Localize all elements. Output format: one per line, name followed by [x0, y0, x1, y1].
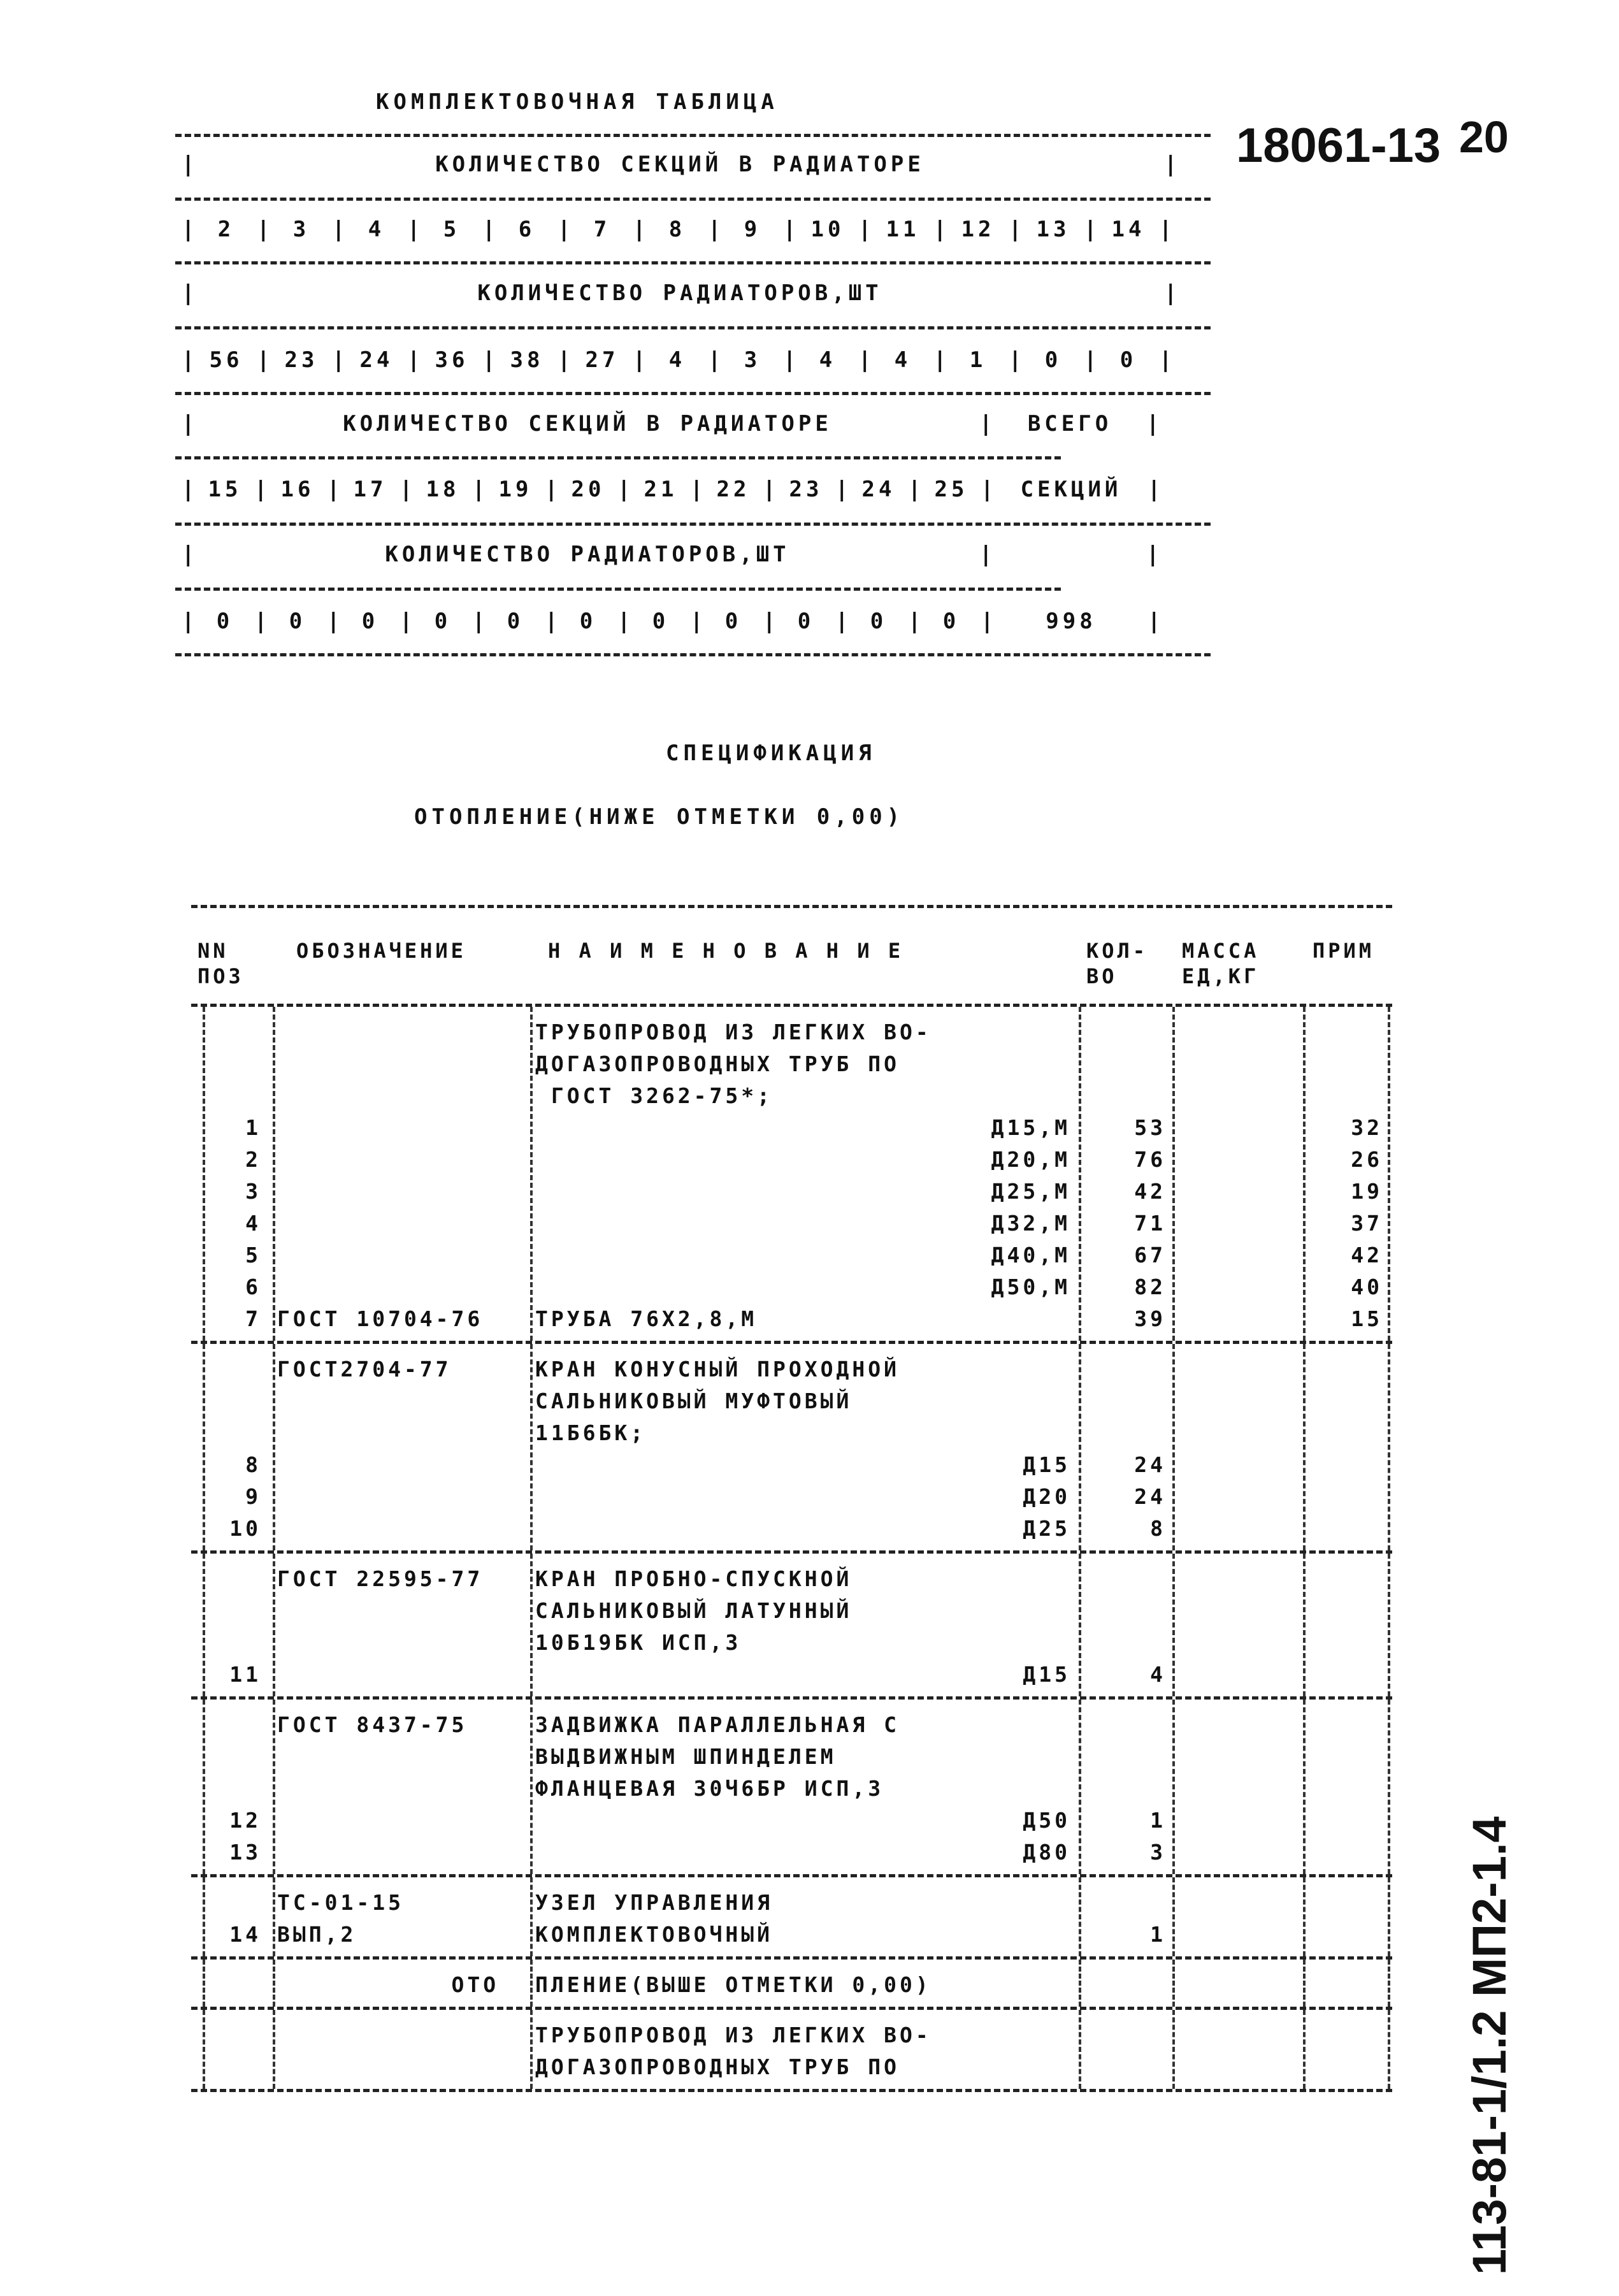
cell-pos: 12 — [229, 1808, 261, 1833]
cell-qty: 42 — [1134, 1179, 1166, 1204]
cell-name: САЛЬНИКОВЫЙ ЛАТУННЫЙ — [535, 1598, 853, 1623]
kt-cell: 12 — [961, 217, 995, 242]
divider — [175, 523, 1211, 526]
table-row — [191, 1886, 1392, 1918]
kt-cell: 3 — [292, 217, 310, 242]
table-row — [191, 1111, 1392, 1143]
kt-cell: 0 — [289, 609, 306, 634]
kt-cell: 16 — [280, 477, 315, 502]
cell-pos: 9 — [245, 1484, 261, 1509]
cell-dia: Д40,М — [991, 1243, 1070, 1267]
cell-oboz: ОТО — [277, 1972, 500, 1997]
kt-sections-label: СЕКЦИЙ — [1020, 477, 1122, 502]
kt-cell: 0 — [942, 609, 960, 634]
cell-oboz: ГОСТ 22595-77 — [277, 1566, 484, 1591]
kt-counts-row-1: | 56 | 23 | 24 | 36 | 38 | 27 | 4 | 3 | 4 | 4 | 1 | 0 | 0 | — [182, 347, 1176, 373]
kt-cell: 0 — [216, 609, 234, 634]
spec-title: СПЕЦИФИКАЦИЯ — [666, 740, 876, 766]
spec-subtitle: ОТОПЛЕНИЕ(НИЖЕ ОТМЕТКИ 0,00) — [414, 804, 905, 830]
kt-total-label: ВСЕГО — [1027, 411, 1112, 437]
kt-cell: 0 — [870, 609, 888, 634]
col-header-mass: МАССА ЕД,КГ — [1182, 939, 1260, 988]
kt-cell: 56 — [209, 347, 243, 373]
cell-note: 40 — [1351, 1274, 1383, 1299]
table-row — [191, 1480, 1392, 1512]
cell-qty: 76 — [1134, 1147, 1166, 1172]
table-row — [191, 1271, 1392, 1303]
cell-name: УЗЕЛ УПРАВЛЕНИЯ — [535, 1890, 774, 1915]
kt-cell: 18 — [426, 477, 460, 502]
kt-cell: 23 — [789, 477, 823, 502]
cell-dia: Д15 — [1023, 1662, 1070, 1687]
cell-qty: 1 — [1150, 1808, 1166, 1833]
kt-cell: 0 — [507, 609, 524, 634]
kt-header-radiators: | КОЛИЧЕСТВО РАДИАТОРОВ,ШТ | — [182, 280, 1181, 306]
table-row — [191, 2051, 1392, 2083]
cell-dia: Д20,М — [991, 1147, 1070, 1172]
spec-block — [191, 2010, 1392, 2092]
cell-note: 37 — [1351, 1211, 1383, 1236]
table-row — [191, 1079, 1392, 1111]
kt-total-value: 998 — [1046, 609, 1097, 634]
cell-name: ДОГАЗОПРОВОДНЫХ ТРУБ ПО — [535, 2054, 900, 2079]
kt-cell: 0 — [361, 609, 379, 634]
cell-pos: 5 — [245, 1243, 261, 1267]
kt-cell: 2 — [217, 217, 235, 242]
kt-cell: 0 — [724, 609, 742, 634]
spec-block — [191, 1700, 1392, 1877]
kt-cell: 0 — [1044, 347, 1062, 373]
kt-cell: 7 — [593, 217, 611, 242]
cell-name: ТРУБА 76Х2,8,М — [535, 1306, 758, 1331]
kt-cell: 20 — [571, 477, 605, 502]
cell-qty: 39 — [1134, 1306, 1166, 1331]
kt-cell: 24 — [359, 347, 394, 373]
kt-cell: 3 — [744, 347, 761, 373]
col-header-note: ПРИМ — [1313, 939, 1375, 963]
table-row — [191, 1968, 1392, 2000]
table-row — [191, 1836, 1392, 1868]
cell-dia: Д32,М — [991, 1211, 1070, 1236]
cell-qty: 1 — [1150, 1922, 1166, 1947]
table-row — [191, 1804, 1392, 1836]
cell-name: ГОСТ 3262-75*; — [535, 1083, 774, 1108]
cell-name: ДОГАЗОПРОВОДНЫХ ТРУБ ПО — [535, 1051, 900, 1076]
cell-pos: 6 — [245, 1274, 261, 1299]
kt-cell: 36 — [435, 347, 469, 373]
kt-cell: 15 — [208, 477, 242, 502]
kt-cell: 38 — [510, 347, 544, 373]
divider — [175, 653, 1211, 656]
spec-block — [191, 1960, 1392, 2010]
cell-pos: 7 — [245, 1306, 261, 1331]
cell-dia: Д25,М — [991, 1179, 1070, 1204]
divider — [175, 134, 1211, 137]
cell-qty: 8 — [1150, 1516, 1166, 1541]
kt-sections-row-2: | 15 | 16 | 17 | 18 | 19 | 20 | 21 | 22 | 23 | 24 | 25 | СЕКЦИЙ | — [182, 477, 1165, 502]
kt-cell: 4 — [668, 347, 686, 373]
table-row — [191, 1353, 1392, 1385]
table-row — [191, 1594, 1392, 1626]
table-row — [191, 1303, 1392, 1334]
cell-pos: 1 — [245, 1115, 261, 1140]
cell-qty: 4 — [1150, 1662, 1166, 1687]
cell-pos: 4 — [245, 1211, 261, 1236]
spec-table — [191, 905, 1392, 2092]
table-row — [191, 1417, 1392, 1448]
divider — [175, 392, 1211, 395]
cell-dia: Д50,М — [991, 1274, 1070, 1299]
table-row — [191, 1918, 1392, 1950]
kt-cell: 5 — [443, 217, 461, 242]
table-row — [191, 1016, 1392, 1048]
kt-cell: 22 — [716, 477, 751, 502]
cell-pos: 14 — [229, 1922, 261, 1947]
cell-name: САЛЬНИКОВЫЙ МУФТОВЫЙ — [535, 1389, 853, 1413]
kt-header-sections-2-label: КОЛИЧЕСТВО СЕКЦИЙ В РАДИАТОРЕ — [343, 411, 832, 437]
kt-cell: 8 — [668, 217, 686, 242]
cell-pos: 8 — [245, 1452, 261, 1477]
table-row — [191, 1448, 1392, 1480]
kt-cell: 6 — [518, 217, 536, 242]
divider — [175, 326, 1211, 329]
table-row — [191, 1772, 1392, 1804]
kt-cell: 11 — [886, 217, 920, 242]
table-row — [191, 2019, 1392, 2051]
cell-dia: Д20 — [1023, 1484, 1070, 1509]
cell-name: ЗАДВИЖКА ПАРАЛЛЕЛЬНАЯ С — [535, 1712, 900, 1737]
kt-header-radiators-2: | КОЛИЧЕСТВО РАДИАТОРОВ,ШТ | | — [182, 542, 1163, 567]
kt-cell: 1 — [969, 347, 987, 373]
divider — [175, 588, 1061, 591]
kt-header-radiators-2-label: КОЛИЧЕСТВО РАДИАТОРОВ,ШТ — [385, 542, 790, 567]
kt-cell: 17 — [353, 477, 387, 502]
kt-cell: 19 — [498, 477, 533, 502]
cell-dia: Д25 — [1023, 1516, 1070, 1541]
cell-pos: 2 — [245, 1147, 261, 1172]
kt-cell: 21 — [644, 477, 678, 502]
kt-cell: 27 — [585, 347, 619, 373]
table-row — [191, 1563, 1392, 1594]
table-row — [191, 1626, 1392, 1658]
cell-qty: 24 — [1134, 1452, 1166, 1477]
table-row — [191, 1175, 1392, 1207]
table-row — [191, 1708, 1392, 1740]
kt-header-sections: | КОЛИЧЕСТВО СЕКЦИЙ В РАДИАТОРЕ | — [182, 152, 1181, 177]
kt-header-sections-label: КОЛИЧЕСТВО СЕКЦИЙ В РАДИАТОРЕ — [435, 152, 925, 177]
kt-header-radiators-label: КОЛИЧЕСТВО РАДИАТОРОВ,ШТ — [477, 280, 882, 306]
cell-qty: 71 — [1134, 1211, 1166, 1236]
kt-cell: 25 — [934, 477, 968, 502]
cell-qty: 82 — [1134, 1274, 1166, 1299]
cell-name: КОМПЛЕКТОВОЧНЫЙ — [535, 1922, 774, 1947]
kt-counts-row-2: | 0 | 0 | 0 | 0 | 0 | 0 | 0 | 0 | 0 | 0 | 0 | 998 | — [182, 609, 1165, 634]
col-header-qty: КОЛ- ВО — [1086, 939, 1149, 988]
table-row — [191, 1740, 1392, 1772]
spec-block — [191, 1554, 1392, 1700]
cell-note: 26 — [1351, 1147, 1383, 1172]
cell-note: 19 — [1351, 1179, 1383, 1204]
cell-dia: Д15,М — [991, 1115, 1070, 1140]
cell-note: 15 — [1351, 1306, 1383, 1331]
kt-cell: 0 — [579, 609, 597, 634]
kt-cell: 4 — [894, 347, 912, 373]
cell-oboz: ГОСТ 8437-75 — [277, 1712, 468, 1737]
handwritten-side-code: 113-81-1/1.2 МП2-1.4 — [1463, 1816, 1516, 2275]
spec-block — [191, 1877, 1392, 1960]
kt-cell: 23 — [284, 347, 319, 373]
komplekt-table-title: КОМПЛЕКТОВОЧНАЯ ТАБЛИЦА — [376, 89, 779, 115]
cell-name: КРАН КОНУСНЫЙ ПРОХОДНОЙ — [535, 1357, 900, 1382]
divider — [175, 198, 1211, 201]
kt-cell: 14 — [1111, 217, 1146, 242]
table-row — [191, 1207, 1392, 1239]
spec-table-header — [191, 905, 1392, 1007]
spec-block — [191, 1007, 1392, 1344]
cell-oboz: ТС-01-15 — [277, 1890, 404, 1915]
kt-cell: 9 — [744, 217, 761, 242]
handwritten-page-number: 20 — [1459, 112, 1509, 162]
kt-cell: 0 — [1119, 347, 1137, 373]
kt-cell: 10 — [810, 217, 845, 242]
spec-block — [191, 1344, 1392, 1554]
kt-cell: 0 — [652, 609, 670, 634]
cell-note: 32 — [1351, 1115, 1383, 1140]
cell-pos: 11 — [229, 1662, 261, 1687]
kt-cell: 24 — [861, 477, 896, 502]
cell-dia: Д15 — [1023, 1452, 1070, 1477]
cell-name: КРАН ПРОБНО-СПУСКНОЙ — [535, 1566, 853, 1591]
cell-pos: 3 — [245, 1179, 261, 1204]
table-row — [191, 1512, 1392, 1544]
table-row — [191, 1385, 1392, 1417]
col-header-pos: NN ПОЗ — [198, 939, 244, 988]
cell-oboz: ГОСТ 10704-76 — [277, 1306, 484, 1331]
col-header-oboz: ОБОЗНАЧЕНИЕ — [296, 939, 466, 963]
cell-name: ПЛЕНИЕ(ВЫШЕ ОТМЕТКИ 0,00) — [535, 1972, 932, 1997]
table-row — [191, 1143, 1392, 1175]
cell-oboz: ГОСТ2704-77 — [277, 1357, 452, 1382]
cell-name: ТРУБОПРОВОД ИЗ ЛЕГКИХ ВО- — [535, 1020, 932, 1044]
cell-qty: 24 — [1134, 1484, 1166, 1509]
cell-oboz: ВЫП,2 — [277, 1922, 357, 1947]
cell-pos: 10 — [229, 1516, 261, 1541]
spec-table-body — [191, 1007, 1392, 2092]
cell-name: ВЫДВИЖНЫМ ШПИНДЕЛЕМ — [535, 1744, 837, 1769]
divider — [175, 456, 1061, 459]
cell-dia: Д50 — [1023, 1808, 1070, 1833]
cell-pos: 13 — [229, 1840, 261, 1865]
kt-sections-row-1: | 2 | 3 | 4 | 5 | 6 | 7 | 8 | 9 | 10 | 11 | 12 | 13 | 14 | — [182, 217, 1176, 242]
col-header-name: Н А И М Е Н О В А Н И Е — [548, 939, 904, 963]
handwritten-doc-number: 18061-13 — [1236, 119, 1441, 173]
cell-name: 11Б6БК; — [535, 1420, 647, 1445]
kt-cell: 4 — [819, 347, 837, 373]
cell-qty: 67 — [1134, 1243, 1166, 1267]
cell-qty: 3 — [1150, 1840, 1166, 1865]
cell-dia: Д80 — [1023, 1840, 1070, 1865]
kt-cell: 0 — [797, 609, 815, 634]
table-row — [191, 1239, 1392, 1271]
cell-name: 10Б19БК ИСП,3 — [535, 1630, 742, 1655]
divider — [175, 261, 1211, 264]
kt-header-sections-2: | КОЛИЧЕСТВО СЕКЦИЙ В РАДИАТОРЕ | ВСЕГО | — [182, 411, 1163, 437]
cell-note: 42 — [1351, 1243, 1383, 1267]
cell-qty: 53 — [1134, 1115, 1166, 1140]
kt-cell: 13 — [1036, 217, 1070, 242]
cell-name: ТРУБОПРОВОД ИЗ ЛЕГКИХ ВО- — [535, 2023, 932, 2047]
kt-cell: 0 — [434, 609, 452, 634]
table-row — [191, 1658, 1392, 1690]
kt-cell: 4 — [368, 217, 385, 242]
cell-name: ФЛАНЦЕВАЯ 30Ч6БР ИСП,3 — [535, 1776, 884, 1801]
table-row — [191, 1048, 1392, 1079]
